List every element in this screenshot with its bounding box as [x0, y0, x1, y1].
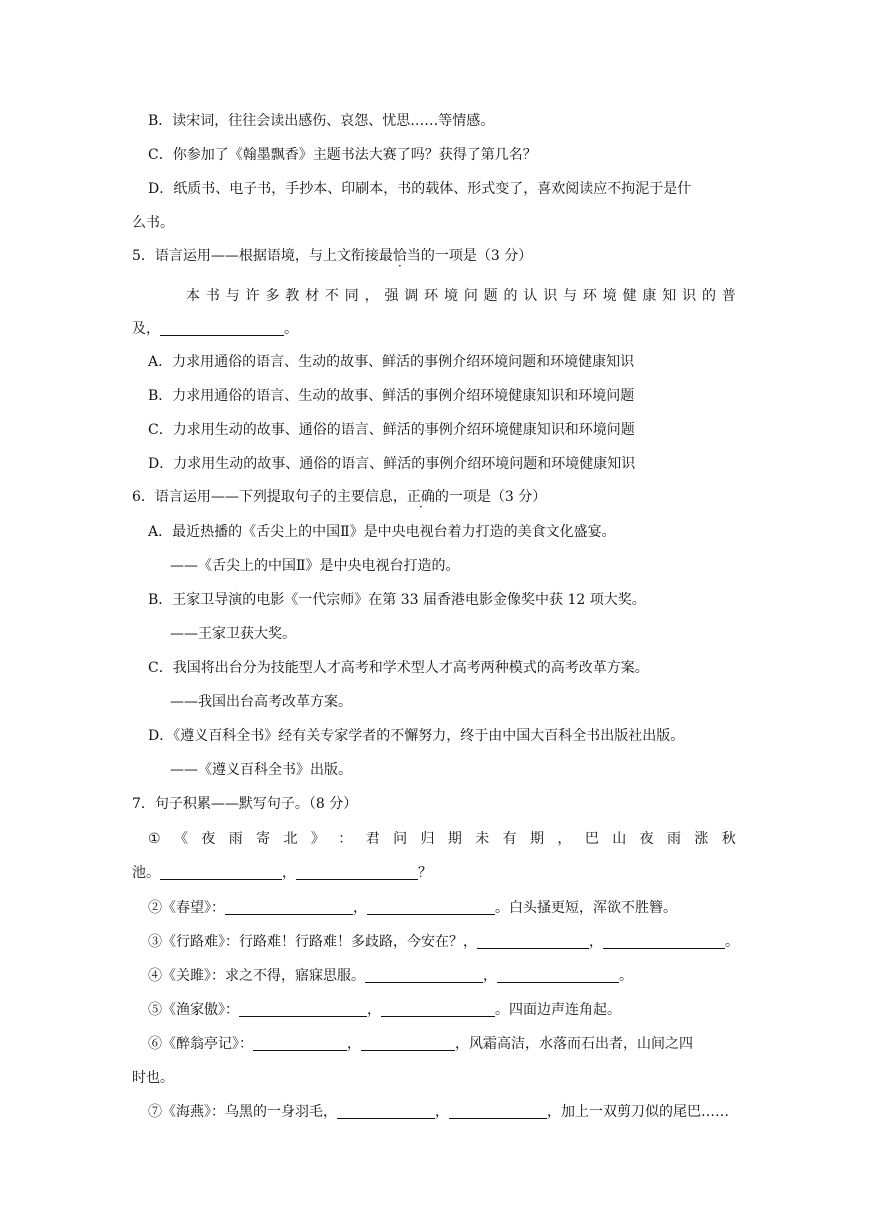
q7-item-7: [148, 1102, 729, 1122]
q6-stem-pre: 6．语言运用——下列提取句子的主要信息，: [132, 489, 407, 505]
q7-item-2-post: 。白头搔更短，浑欲不胜簪。: [495, 900, 677, 916]
q5-option-d: D．力求用生动的故事、通俗的语言、鲜活的事例介绍环境问题和环境健康知识: [148, 456, 636, 472]
q7-item-1-blank-1[interactable]: [160, 865, 282, 880]
q4-option-c: C．你参加了《翰墨飘香》主题书法大赛了吗？获得了第几名？: [148, 147, 537, 163]
q6-stem-emphasis: 正确: [406, 489, 435, 505]
q7-item-5-mid: ，: [367, 1002, 381, 1018]
q7-item-1-mid: ，: [282, 865, 296, 881]
q5-passage-char: 材: [305, 288, 320, 304]
q7-item-1-cont: [132, 863, 432, 883]
q7-item-4: [148, 966, 633, 986]
q5-option-b: B．力求用通俗的语言、生动的故事、鲜活的事例介绍环境健康知识和环境问题: [148, 388, 635, 404]
q5-passage-char: 题: [483, 288, 498, 304]
q5-passage-char: 康: [642, 288, 657, 304]
q7-item-4-blank-2[interactable]: [497, 968, 619, 983]
q5-passage-char: 书: [205, 288, 220, 304]
q7-item-1-char: 雨: [228, 831, 243, 847]
q7-item-1-char: 巴: [584, 831, 599, 847]
q7-item-6-cont: 时也。: [132, 1070, 174, 1086]
q7-item-3-mid: ，: [589, 934, 603, 950]
q6-option-b: B．王家卫导演的电影《一代宗师》在第 33 届香港电影金像奖中获 12 项大奖。: [148, 592, 646, 608]
q7-item-1-char: 有: [502, 831, 517, 847]
q7-item-7-pre: ⑦《海燕》：乌黑的一身羽毛，: [148, 1104, 337, 1120]
q5-passage-char: 问: [463, 288, 478, 304]
q5-passage-char: 认: [523, 288, 538, 304]
q7-item-7-blank-2[interactable]: [449, 1104, 547, 1119]
q6-option-a: A．最近热播的《舌尖上的中国Ⅱ》是中央电视台着力打造的美食文化盛宴。: [148, 524, 616, 540]
q7-item-6-post: ，风霜高洁，水落而石出者，山间之四: [455, 1036, 693, 1052]
q7-item-2-blank-1[interactable]: [225, 900, 353, 915]
q5-passage-char: 的: [503, 288, 518, 304]
q5-passage-char: ，: [364, 288, 379, 304]
q7-item-1-char: 夜: [639, 831, 654, 847]
q7-item-1-char: 期: [530, 831, 545, 847]
q7-item-1-char: ，: [557, 831, 572, 847]
q5-passage-char: 识: [682, 288, 697, 304]
q7-item-4-pre: ④《关雎》：求之不得，寤寐思服。: [148, 968, 365, 984]
q5-option-c: C．力求用生动的故事、通俗的语言、鲜活的事例介绍环境健康知识和环境问题: [148, 422, 635, 438]
q7-item-1-pre: 池。: [132, 865, 160, 881]
q5-passage-char: 不: [324, 288, 339, 304]
q7-item-1-char: 未: [475, 831, 490, 847]
q5-stem-emphasis: 最恰当: [378, 248, 421, 264]
q7-item-1-post: ？: [418, 865, 432, 881]
q7-item-3-blank-2[interactable]: [603, 934, 725, 949]
q7-item-1-char: 《: [173, 831, 188, 847]
q7-item-1-char: 秋: [721, 831, 736, 847]
q7-item-7-post: ，加上一双剪刀似的尾巴……: [547, 1104, 729, 1120]
q5-passage-char: 与: [225, 288, 240, 304]
q5-passage-cont: [132, 319, 298, 339]
q7-item-3-post: 。: [725, 934, 739, 950]
q6-option-d-extract: ——《遵义百科全书》出版。: [170, 762, 352, 778]
q5-passage-char: 识: [543, 288, 558, 304]
q7-item-1-char: ①: [148, 831, 161, 847]
q5-passage-cont-pre: 及，: [132, 321, 160, 337]
q7-item-2-pre: ②《春望》：: [148, 900, 225, 916]
q5-passage-char: 的: [701, 288, 716, 304]
q7-item-1: [148, 829, 736, 849]
q5-passage-char: 本: [186, 288, 200, 304]
q5-passage-char: 强: [384, 288, 399, 304]
q5-stem-pre: 5．语言运用——根据语境，与上文衔接: [132, 248, 379, 264]
q7-item-1-char: 归: [420, 831, 435, 847]
q5-stem: [132, 246, 532, 266]
q7-item-1-char: ：: [338, 831, 353, 847]
q6-option-c-extract: ——我国出台高考改革方案。: [170, 694, 352, 710]
q6-option-b-extract: ——王家卫获大奖。: [170, 626, 296, 642]
q5-passage-char: 同: [344, 288, 359, 304]
q7-item-4-mid: ，: [483, 968, 497, 984]
q5-passage-char: 境: [602, 288, 617, 304]
q5-passage-char: 环: [424, 288, 439, 304]
q7-item-7-blank-1[interactable]: [337, 1104, 435, 1119]
q7-item-2-mid: ，: [353, 900, 367, 916]
q5-passage-char: 境: [443, 288, 458, 304]
q5-passage: [186, 286, 736, 306]
q7-item-2-blank-2[interactable]: [367, 900, 495, 915]
q5-passage-char: 环: [582, 288, 597, 304]
q7-item-1-char: 》: [310, 831, 325, 847]
q7-item-5-blank-2[interactable]: [381, 1002, 495, 1017]
q7-item-1-char: 君: [365, 831, 380, 847]
q7-item-1-char: 寄: [256, 831, 271, 847]
q7-stem: 7．句子积累——默写句子。（8 分）: [132, 796, 358, 812]
q5-passage-char: 普: [721, 288, 736, 304]
q5-answer-blank[interactable]: [160, 321, 284, 336]
q7-item-1-char: 期: [447, 831, 462, 847]
q7-item-4-post: 。: [619, 968, 633, 984]
q7-item-1-char: 夜: [201, 831, 216, 847]
q5-passage-char: 知: [662, 288, 677, 304]
q7-item-6-mid: ，: [347, 1036, 361, 1052]
q7-item-1-char: 雨: [666, 831, 681, 847]
q5-passage-char: 教: [285, 288, 300, 304]
q7-item-1-char: 问: [393, 831, 408, 847]
q4-option-d: D．纸质书、电子书，手抄本、印刷本，书的载体、形式变了，喜欢阅读应不拘泥于是什: [148, 181, 692, 197]
q5-option-a: A．力求用通俗的语言、生动的故事、鲜活的事例介绍环境问题和环境健康知识: [148, 354, 635, 370]
q7-item-6: [148, 1034, 693, 1054]
q7-item-1-char: 北: [283, 831, 298, 847]
q7-item-1-char: 山: [612, 831, 627, 847]
q7-item-6-blank-2[interactable]: [361, 1036, 455, 1051]
q7-item-5-pre: ⑤《渔家傲》：: [148, 1002, 239, 1018]
q7-item-3-blank-1[interactable]: [477, 934, 589, 949]
q7-item-3: [148, 932, 739, 952]
q7-item-5-post: 。四面边声连角起。: [495, 1002, 621, 1018]
q7-item-2: [148, 898, 677, 918]
q5-passage-char: 调: [404, 288, 419, 304]
q7-item-5: [148, 1000, 621, 1020]
q4-option-b: B．读宋词，往往会读出感伤、哀怨、忧思……等情感。: [148, 113, 495, 129]
q6-stem: [132, 487, 546, 507]
q5-passage-char: 健: [622, 288, 637, 304]
q6-option-c: C．我国将出台分为技能型人才高考和学术型人才高考两种模式的高考改革方案。: [148, 660, 649, 676]
q6-option-d: D．《遵义百科全书》经有关专家学者的不懈努力，终于由中国大百科全书出版社出版。: [148, 728, 685, 744]
q5-passage-cont-post: 。: [284, 321, 298, 337]
q5-passage-char: 许: [245, 288, 260, 304]
q7-item-4-blank-1[interactable]: [365, 968, 483, 983]
q7-item-5-blank-1[interactable]: [239, 1002, 367, 1017]
q7-item-3-pre: ③《行路难》：行路难！行路难！多歧路，今安在？，: [148, 934, 477, 950]
q5-passage-char: 多: [265, 288, 280, 304]
q6-stem-post: 的一项是（3 分）: [434, 489, 547, 505]
q5-passage-char: 与: [563, 288, 578, 304]
q5-stem-post: 的一项是（3 分）: [420, 248, 533, 264]
q7-item-7-mid: ，: [435, 1104, 449, 1120]
q4-option-d-cont: 么书。: [132, 215, 174, 231]
q6-option-a-extract: ——《舌尖上的中国Ⅱ》是中央电视台打造的。: [170, 558, 460, 574]
q7-item-1-char: 涨: [694, 831, 709, 847]
q7-item-1-blank-2[interactable]: [296, 865, 418, 880]
q7-item-6-blank-1[interactable]: [253, 1036, 347, 1051]
q7-item-6-pre: ⑥《醉翁亭记》：: [148, 1036, 253, 1052]
